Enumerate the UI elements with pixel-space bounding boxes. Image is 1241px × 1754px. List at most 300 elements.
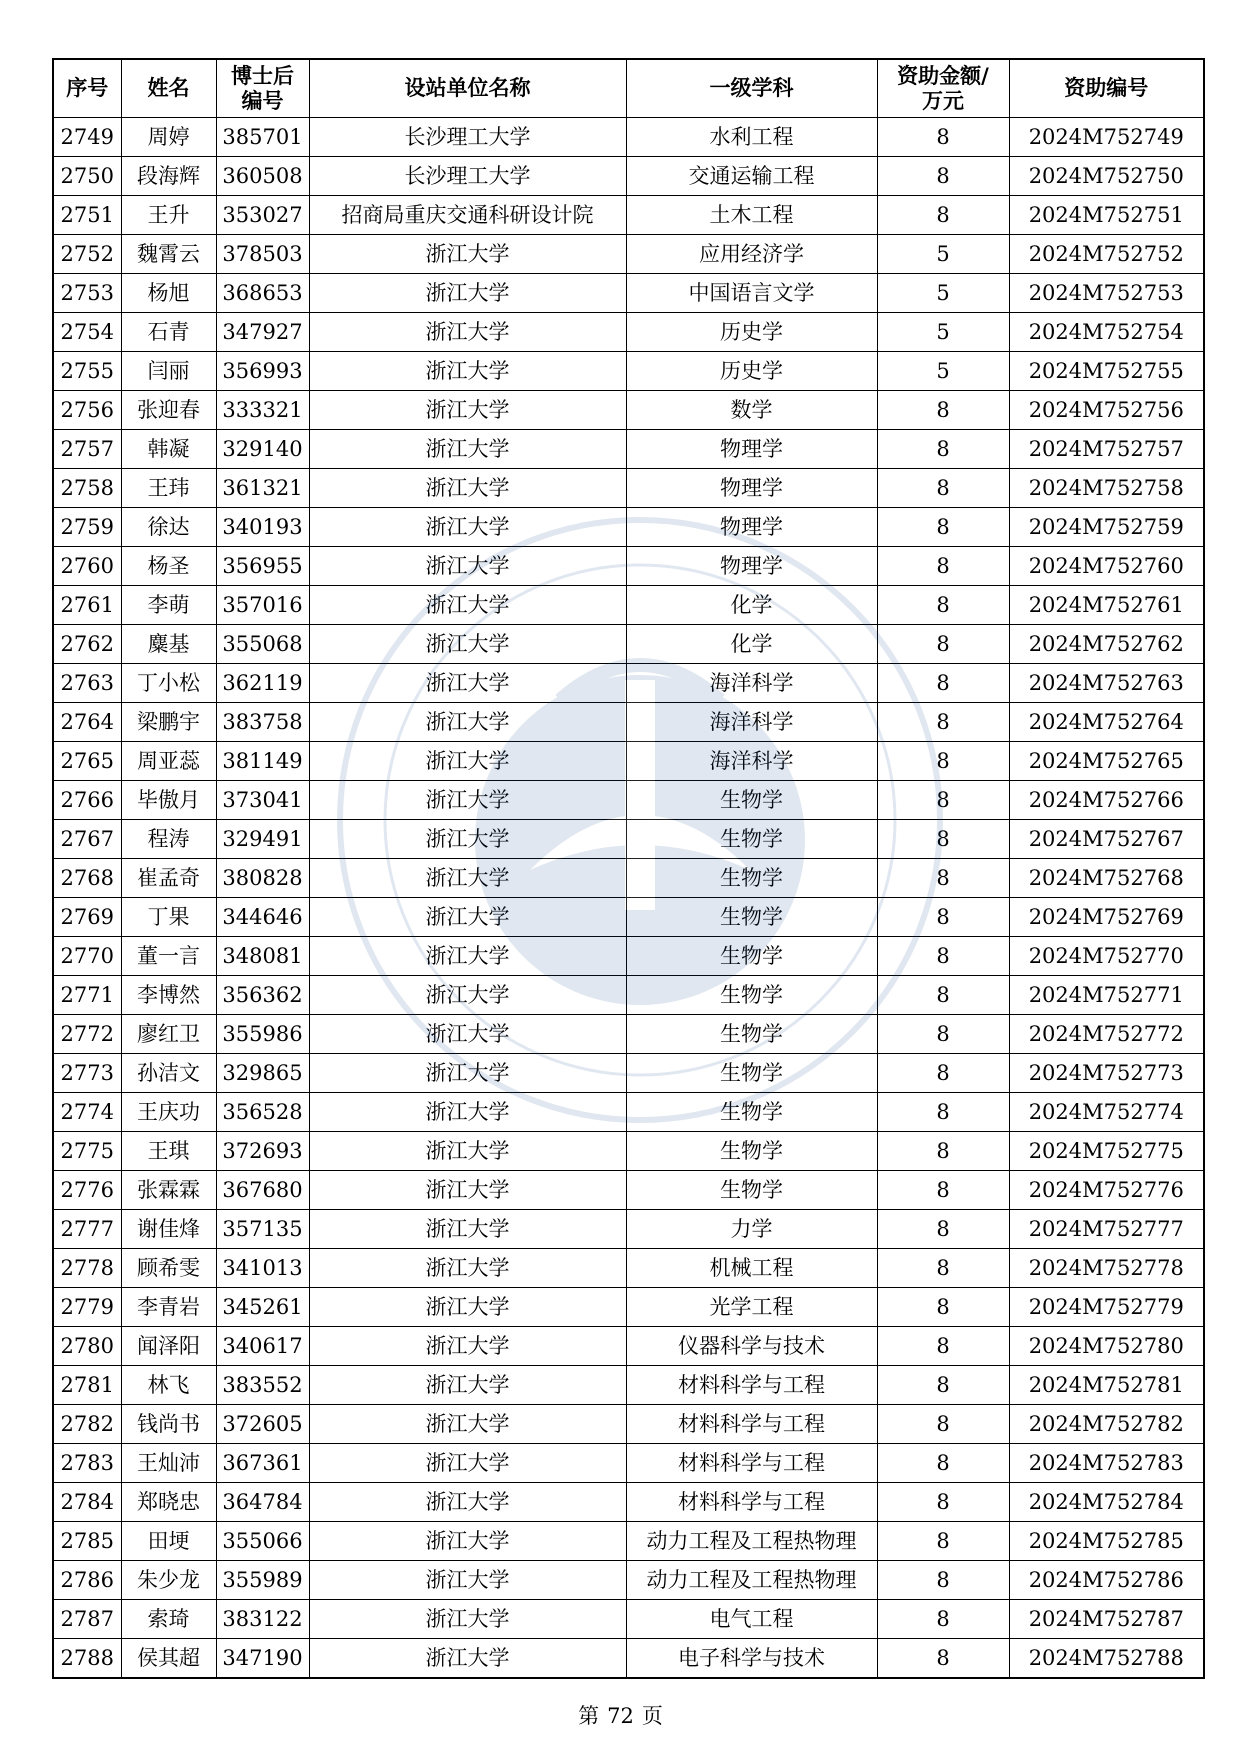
header-postdoc-id [216,59,309,118]
cell-name: 朱少龙 [121,1561,216,1600]
cell-postdoc-id: 383122 [216,1600,309,1639]
cell-name: 张迎春 [121,391,216,430]
cell-amount: 8 [877,118,1009,157]
cell-unit: 浙江大学 [309,1054,626,1093]
cell-grant-no: 2024M752788 [1009,1639,1204,1679]
cell-postdoc-id: 361321 [216,469,309,508]
table-row [53,742,1204,781]
cell-unit: 浙江大学 [309,1249,626,1288]
cell-grant-no: 2024M752773 [1009,1054,1204,1093]
cell-amount: 8 [877,1171,1009,1210]
cell-postdoc-id: 353027 [216,196,309,235]
cell-name: 梁鹏宇 [121,703,216,742]
cell-name: 孙洁文 [121,1054,216,1093]
cell-unit: 浙江大学 [309,1288,626,1327]
header-amount-line2: 万元 [922,88,964,113]
cell-postdoc-id: 355068 [216,625,309,664]
cell-postdoc-id: 356993 [216,352,309,391]
cell-unit: 浙江大学 [309,508,626,547]
table-row [53,1483,1204,1522]
cell-unit: 浙江大学 [309,274,626,313]
cell-seq: 2769 [53,898,121,937]
cell-seq: 2787 [53,1600,121,1639]
table-row [53,781,1204,820]
cell-postdoc-id: 340617 [216,1327,309,1366]
cell-grant-no: 2024M752785 [1009,1522,1204,1561]
cell-amount: 5 [877,352,1009,391]
cell-grant-no: 2024M752763 [1009,664,1204,703]
cell-seq: 2774 [53,1093,121,1132]
header-grant-no: 资助编号 [1009,59,1204,118]
footer-page-number: 72 [607,1704,634,1728]
table-row [53,157,1204,196]
cell-amount: 8 [877,469,1009,508]
cell-postdoc-id: 344646 [216,898,309,937]
cell-unit: 浙江大学 [309,1600,626,1639]
cell-discipline: 生物学 [626,781,877,820]
cell-seq: 2767 [53,820,121,859]
cell-unit: 浙江大学 [309,859,626,898]
cell-amount: 8 [877,1600,1009,1639]
cell-discipline: 机械工程 [626,1249,877,1288]
cell-discipline: 数学 [626,391,877,430]
cell-grant-no: 2024M752765 [1009,742,1204,781]
cell-name: 毕傲月 [121,781,216,820]
cell-unit: 浙江大学 [309,586,626,625]
cell-name: 廖红卫 [121,1015,216,1054]
cell-unit: 浙江大学 [309,1132,626,1171]
cell-seq: 2755 [53,352,121,391]
table-row [53,586,1204,625]
table-row [53,1327,1204,1366]
cell-seq: 2780 [53,1327,121,1366]
cell-discipline: 应用经济学 [626,235,877,274]
cell-unit: 浙江大学 [309,1444,626,1483]
cell-postdoc-id: 356362 [216,976,309,1015]
table-row [53,937,1204,976]
cell-amount: 8 [877,742,1009,781]
cell-amount: 8 [877,1444,1009,1483]
cell-unit: 浙江大学 [309,820,626,859]
table-row [53,1015,1204,1054]
cell-seq: 2781 [53,1366,121,1405]
cell-name: 韩凝 [121,430,216,469]
cell-amount: 8 [877,430,1009,469]
cell-name: 麋基 [121,625,216,664]
cell-postdoc-id: 364784 [216,1483,309,1522]
cell-amount: 8 [877,1132,1009,1171]
table-row [53,703,1204,742]
cell-postdoc-id: 341013 [216,1249,309,1288]
footer-prefix: 第 [578,1704,600,1728]
cell-discipline: 历史学 [626,313,877,352]
cell-amount: 8 [877,1054,1009,1093]
cell-seq: 2749 [53,118,121,157]
cell-postdoc-id: 347927 [216,313,309,352]
cell-amount: 8 [877,196,1009,235]
cell-seq: 2782 [53,1405,121,1444]
cell-postdoc-id: 373041 [216,781,309,820]
header-name: 姓名 [121,59,216,118]
cell-seq: 2777 [53,1210,121,1249]
cell-grant-no: 2024M752758 [1009,469,1204,508]
cell-postdoc-id: 333321 [216,391,309,430]
cell-postdoc-id: 360508 [216,157,309,196]
cell-postdoc-id: 367680 [216,1171,309,1210]
cell-name: 李青岩 [121,1288,216,1327]
table-row [53,391,1204,430]
cell-unit: 浙江大学 [309,430,626,469]
cell-name: 李博然 [121,976,216,1015]
cell-discipline: 生物学 [626,1015,877,1054]
cell-unit: 浙江大学 [309,703,626,742]
table-row [53,1405,1204,1444]
cell-discipline: 材料科学与工程 [626,1366,877,1405]
cell-grant-no: 2024M752762 [1009,625,1204,664]
cell-amount: 8 [877,1639,1009,1679]
cell-unit: 长沙理工大学 [309,118,626,157]
cell-amount: 8 [877,703,1009,742]
cell-postdoc-id: 355989 [216,1561,309,1600]
cell-unit: 浙江大学 [309,937,626,976]
cell-grant-no: 2024M752770 [1009,937,1204,976]
cell-discipline: 生物学 [626,820,877,859]
table-row [53,625,1204,664]
cell-name: 王升 [121,196,216,235]
table-row [53,1444,1204,1483]
cell-postdoc-id: 355986 [216,1015,309,1054]
cell-discipline: 化学 [626,625,877,664]
cell-amount: 8 [877,508,1009,547]
cell-unit: 浙江大学 [309,1405,626,1444]
cell-seq: 2762 [53,625,121,664]
table-row [53,313,1204,352]
cell-unit: 浙江大学 [309,664,626,703]
table-row [53,1639,1204,1679]
cell-name: 林飞 [121,1366,216,1405]
cell-amount: 8 [877,1015,1009,1054]
cell-postdoc-id: 383758 [216,703,309,742]
cell-grant-no: 2024M752771 [1009,976,1204,1015]
cell-amount: 5 [877,274,1009,313]
cell-grant-no: 2024M752761 [1009,586,1204,625]
cell-unit: 浙江大学 [309,1522,626,1561]
cell-seq: 2776 [53,1171,121,1210]
cell-unit: 浙江大学 [309,1093,626,1132]
cell-discipline: 物理学 [626,430,877,469]
cell-unit: 浙江大学 [309,352,626,391]
table-row [53,1561,1204,1600]
cell-amount: 8 [877,1522,1009,1561]
cell-unit: 浙江大学 [309,1327,626,1366]
cell-discipline: 海洋科学 [626,703,877,742]
cell-unit: 浙江大学 [309,1483,626,1522]
cell-seq: 2759 [53,508,121,547]
cell-discipline: 化学 [626,586,877,625]
cell-discipline: 电气工程 [626,1600,877,1639]
cell-postdoc-id: 348081 [216,937,309,976]
cell-unit: 浙江大学 [309,1015,626,1054]
cell-unit: 浙江大学 [309,1639,626,1679]
cell-unit: 浙江大学 [309,547,626,586]
cell-discipline: 材料科学与工程 [626,1405,877,1444]
cell-name: 钱尚书 [121,1405,216,1444]
cell-grant-no: 2024M752760 [1009,547,1204,586]
cell-name: 杨旭 [121,274,216,313]
cell-postdoc-id: 329491 [216,820,309,859]
header-postdoc-id-line2: 编号 [241,88,284,113]
cell-postdoc-id: 347190 [216,1639,309,1679]
cell-grant-no: 2024M752756 [1009,391,1204,430]
cell-seq: 2783 [53,1444,121,1483]
cell-discipline: 物理学 [626,469,877,508]
cell-postdoc-id: 383552 [216,1366,309,1405]
cell-grant-no: 2024M752782 [1009,1405,1204,1444]
cell-seq: 2768 [53,859,121,898]
cell-amount: 8 [877,586,1009,625]
cell-name: 石青 [121,313,216,352]
header-discipline: 一级学科 [626,59,877,118]
header-amount [877,59,1009,118]
cell-postdoc-id: 362119 [216,664,309,703]
cell-discipline: 材料科学与工程 [626,1483,877,1522]
table-row [53,547,1204,586]
cell-name: 周婷 [121,118,216,157]
cell-name: 张霖霖 [121,1171,216,1210]
table-row [53,352,1204,391]
cell-amount: 8 [877,625,1009,664]
cell-discipline: 土木工程 [626,196,877,235]
cell-name: 谢佳烽 [121,1210,216,1249]
cell-grant-no: 2024M752772 [1009,1015,1204,1054]
table-row [53,1522,1204,1561]
cell-amount: 8 [877,1483,1009,1522]
cell-name: 杨圣 [121,547,216,586]
header-unit: 设站单位名称 [309,59,626,118]
table-row [53,118,1204,157]
cell-discipline: 交通运输工程 [626,157,877,196]
cell-grant-no: 2024M752766 [1009,781,1204,820]
cell-discipline: 海洋科学 [626,742,877,781]
cell-amount: 8 [877,781,1009,820]
table-row [53,1366,1204,1405]
table-row [53,1054,1204,1093]
cell-postdoc-id: 356528 [216,1093,309,1132]
cell-discipline: 仪器科学与技术 [626,1327,877,1366]
cell-seq: 2765 [53,742,121,781]
cell-unit: 招商局重庆交通科研设计院 [309,196,626,235]
table-row [53,1132,1204,1171]
cell-amount: 8 [877,1249,1009,1288]
cell-name: 王琪 [121,1132,216,1171]
cell-seq: 2766 [53,781,121,820]
cell-postdoc-id: 372693 [216,1132,309,1171]
cell-postdoc-id: 357016 [216,586,309,625]
cell-amount: 8 [877,976,1009,1015]
cell-name: 董一言 [121,937,216,976]
cell-seq: 2758 [53,469,121,508]
cell-seq: 2779 [53,1288,121,1327]
table-row [53,1171,1204,1210]
cell-grant-no: 2024M752778 [1009,1249,1204,1288]
cell-discipline: 生物学 [626,976,877,1015]
cell-grant-no: 2024M752753 [1009,274,1204,313]
header-seq: 序号 [53,59,121,118]
cell-discipline: 生物学 [626,1171,877,1210]
cell-name: 段海辉 [121,157,216,196]
cell-name: 侯其超 [121,1639,216,1679]
table-row [53,235,1204,274]
cell-discipline: 生物学 [626,1054,877,1093]
cell-grant-no: 2024M752750 [1009,157,1204,196]
cell-grant-no: 2024M752787 [1009,1600,1204,1639]
cell-amount: 8 [877,157,1009,196]
cell-amount: 5 [877,313,1009,352]
cell-seq: 2785 [53,1522,121,1561]
cell-grant-no: 2024M752774 [1009,1093,1204,1132]
cell-postdoc-id: 372605 [216,1405,309,1444]
cell-unit: 浙江大学 [309,391,626,430]
cell-amount: 8 [877,820,1009,859]
cell-postdoc-id: 329140 [216,430,309,469]
cell-discipline: 物理学 [626,508,877,547]
cell-name: 郑晓忠 [121,1483,216,1522]
cell-amount: 8 [877,1288,1009,1327]
cell-discipline: 动力工程及工程热物理 [626,1561,877,1600]
cell-grant-no: 2024M752784 [1009,1483,1204,1522]
cell-postdoc-id: 329865 [216,1054,309,1093]
cell-name: 闫丽 [121,352,216,391]
cell-unit: 浙江大学 [309,976,626,1015]
cell-grant-no: 2024M752780 [1009,1327,1204,1366]
cell-unit: 浙江大学 [309,1561,626,1600]
cell-unit: 浙江大学 [309,235,626,274]
cell-grant-no: 2024M752749 [1009,118,1204,157]
cell-amount: 8 [877,1210,1009,1249]
cell-postdoc-id: 368653 [216,274,309,313]
cell-name: 王庆功 [121,1093,216,1132]
table-row [53,859,1204,898]
cell-seq: 2771 [53,976,121,1015]
cell-unit: 浙江大学 [309,313,626,352]
cell-postdoc-id: 357135 [216,1210,309,1249]
cell-amount: 8 [877,664,1009,703]
cell-seq: 2757 [53,430,121,469]
cell-seq: 2778 [53,1249,121,1288]
cell-grant-no: 2024M752769 [1009,898,1204,937]
cell-grant-no: 2024M752781 [1009,1366,1204,1405]
cell-name: 王玮 [121,469,216,508]
cell-amount: 8 [877,859,1009,898]
cell-seq: 2753 [53,274,121,313]
cell-name: 徐达 [121,508,216,547]
cell-postdoc-id: 380828 [216,859,309,898]
table-body [53,118,1204,1679]
cell-postdoc-id: 378503 [216,235,309,274]
cell-amount: 8 [877,1093,1009,1132]
cell-seq: 2784 [53,1483,121,1522]
cell-discipline: 动力工程及工程热物理 [626,1522,877,1561]
cell-name: 王灿沛 [121,1444,216,1483]
cell-name: 顾希雯 [121,1249,216,1288]
cell-name: 丁小松 [121,664,216,703]
funding-list-table [52,58,1205,1679]
cell-name: 程涛 [121,820,216,859]
table-row [53,196,1204,235]
funding-list-table-container [52,58,1203,1679]
cell-grant-no: 2024M752751 [1009,196,1204,235]
cell-grant-no: 2024M752752 [1009,235,1204,274]
cell-seq: 2764 [53,703,121,742]
cell-grant-no: 2024M752783 [1009,1444,1204,1483]
cell-discipline: 中国语言文学 [626,274,877,313]
table-header-row [53,59,1204,118]
cell-unit: 长沙理工大学 [309,157,626,196]
cell-discipline: 历史学 [626,352,877,391]
cell-grant-no: 2024M752786 [1009,1561,1204,1600]
cell-seq: 2751 [53,196,121,235]
cell-discipline: 物理学 [626,547,877,586]
cell-seq: 2788 [53,1639,121,1679]
cell-grant-no: 2024M752776 [1009,1171,1204,1210]
cell-unit: 浙江大学 [309,742,626,781]
cell-seq: 2752 [53,235,121,274]
header-amount-line1: 资助金额/ [897,63,989,88]
cell-discipline: 电子科学与技术 [626,1639,877,1679]
cell-postdoc-id: 367361 [216,1444,309,1483]
table-row [53,1288,1204,1327]
cell-grant-no: 2024M752767 [1009,820,1204,859]
cell-unit: 浙江大学 [309,781,626,820]
cell-amount: 8 [877,1327,1009,1366]
footer-suffix: 页 [641,1704,663,1728]
cell-discipline: 生物学 [626,1132,877,1171]
page-footer [0,1700,1241,1730]
cell-name: 李萌 [121,586,216,625]
cell-grant-no: 2024M752759 [1009,508,1204,547]
cell-discipline: 海洋科学 [626,664,877,703]
cell-postdoc-id: 381149 [216,742,309,781]
cell-discipline: 生物学 [626,937,877,976]
cell-amount: 8 [877,898,1009,937]
table-row [53,1093,1204,1132]
cell-name: 周亚蕊 [121,742,216,781]
cell-grant-no: 2024M752775 [1009,1132,1204,1171]
cell-unit: 浙江大学 [309,625,626,664]
cell-name: 索琦 [121,1600,216,1639]
cell-grant-no: 2024M752754 [1009,313,1204,352]
cell-seq: 2756 [53,391,121,430]
cell-seq: 2775 [53,1132,121,1171]
cell-amount: 8 [877,1405,1009,1444]
cell-seq: 2770 [53,937,121,976]
cell-discipline: 光学工程 [626,1288,877,1327]
cell-name: 丁果 [121,898,216,937]
cell-postdoc-id: 355066 [216,1522,309,1561]
table-row [53,274,1204,313]
cell-discipline: 生物学 [626,1093,877,1132]
cell-unit: 浙江大学 [309,1210,626,1249]
cell-postdoc-id: 356955 [216,547,309,586]
table-row [53,469,1204,508]
cell-unit: 浙江大学 [309,1171,626,1210]
cell-grant-no: 2024M752779 [1009,1288,1204,1327]
cell-grant-no: 2024M752768 [1009,859,1204,898]
cell-unit: 浙江大学 [309,898,626,937]
cell-grant-no: 2024M752755 [1009,352,1204,391]
table-row [53,1210,1204,1249]
cell-postdoc-id: 345261 [216,1288,309,1327]
